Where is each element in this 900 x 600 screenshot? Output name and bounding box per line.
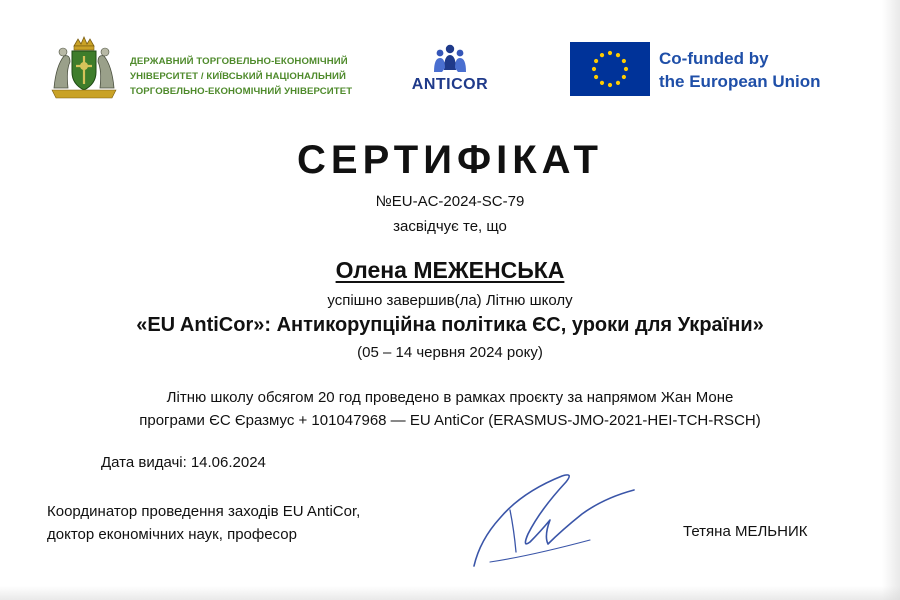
page-edge-shadow-bottom	[0, 586, 900, 600]
university-crest-icon	[48, 36, 120, 100]
handwritten-signature-icon	[470, 470, 640, 570]
course-title: «EU AntiCor»: Антикорупційна політика ЄС, уроки для України»	[136, 314, 764, 336]
anticor-people-icon	[428, 44, 472, 74]
completed-text: успішно завершив(ла) Літню школу	[327, 292, 573, 309]
anticor-logo-block	[404, 44, 496, 100]
eu-funding-line1: Co-funded by	[659, 49, 769, 68]
university-name-line2: УНІВЕРСИТЕТ / КИЇВСЬКИЙ НАЦІОНАЛЬНИЙ	[130, 71, 346, 82]
eu-funding-block	[570, 42, 860, 98]
description-line2: програми ЄС Єразмус + 101047968 — EU AntiCor (ERASMUS-JMO-2021-HEI-TCH-RSCH)	[139, 412, 761, 429]
course-dates: (05 – 14 червня 2024 року)	[357, 344, 543, 361]
eu-funding-text	[659, 47, 821, 93]
certificate-title: СЕРТИФІКАТ	[297, 138, 603, 182]
recipient-name-row	[0, 257, 900, 284]
coordinator-line2: доктор економічних наук, професор	[47, 526, 297, 543]
eu-flag-icon	[570, 42, 650, 96]
attests-text: засвідчує те, що	[393, 218, 507, 235]
coordinator-line1: Координатор проведення заходів EU AntiCor,	[47, 503, 361, 520]
anticor-name: ANTICOR	[411, 76, 489, 93]
coordinator-block	[47, 500, 360, 546]
issue-date-label: Дата видачі:	[101, 454, 187, 471]
signer-name: Тетяна МЕЛЬНИК	[683, 523, 808, 540]
issue-date-row	[101, 454, 270, 471]
university-name-line3: ТОРГОВЕЛЬНО-ЕКОНОМІЧНИЙ УНІВЕРСИТЕТ	[130, 86, 353, 97]
university-name-line1: ДЕРЖАВНИЙ ТОРГОВЕЛЬНО-ЕКОНОМІЧНИЙ	[130, 56, 348, 67]
description-line1: Літню школу обсягом 20 год проведено в рамках проєкту за напрямом Жан Моне	[166, 389, 734, 406]
eu-funding-line2: the European Union	[659, 72, 821, 91]
page-edge-shadow-right	[882, 0, 900, 600]
university-name	[130, 54, 390, 99]
issue-date-value: 14.06.2024	[190, 454, 266, 471]
university-logo-block	[48, 36, 378, 106]
certificate-number: №EU-AC-2024-SC-79	[375, 193, 525, 210]
recipient-name: Олена МЕЖЕНСЬКА	[335, 257, 565, 283]
